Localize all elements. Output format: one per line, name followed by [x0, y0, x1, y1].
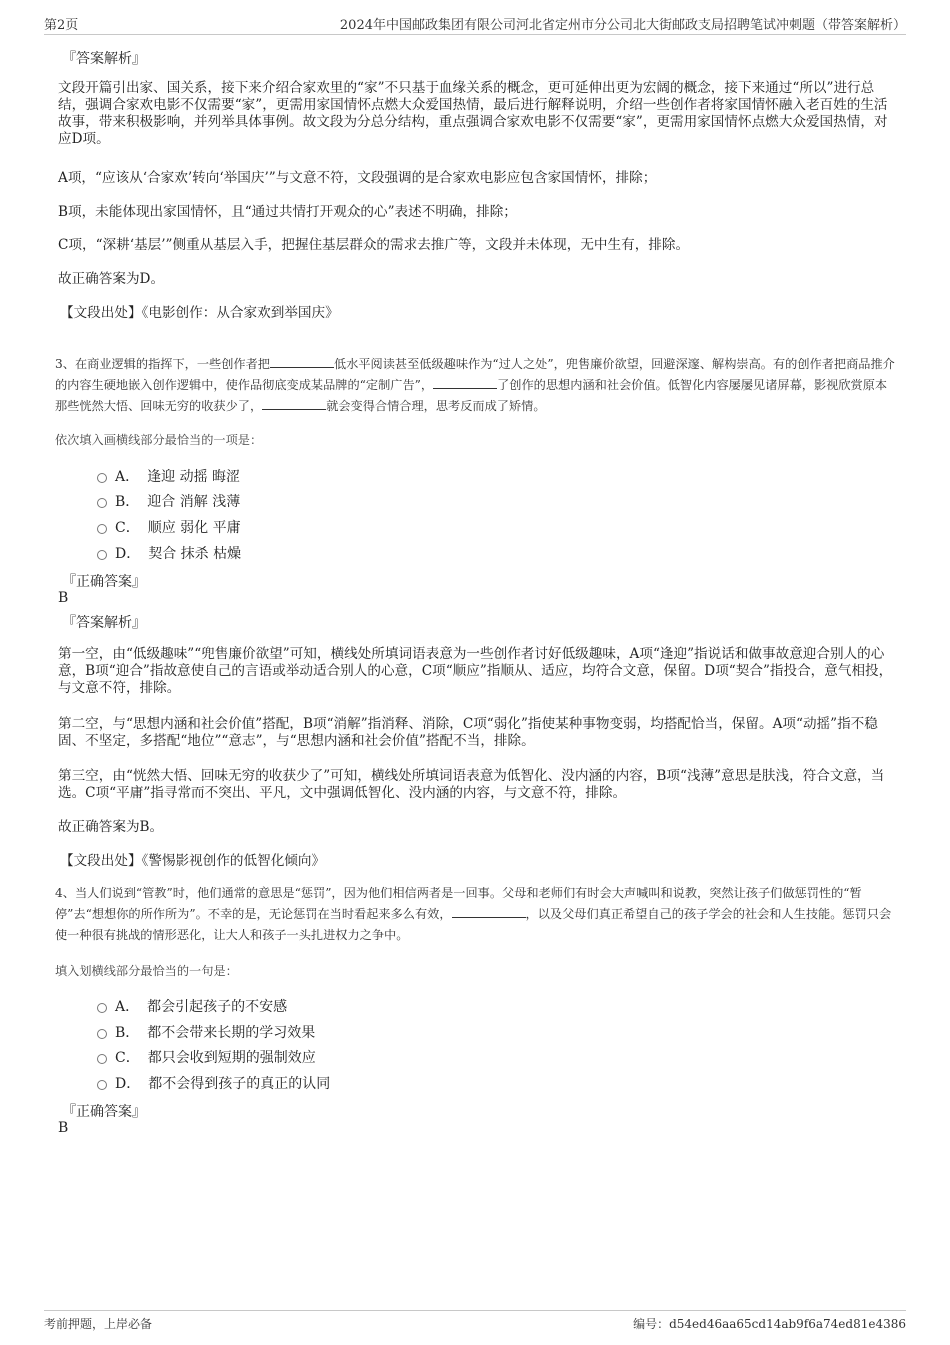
radio-icon[interactable] — [97, 1029, 107, 1039]
q2-option-a-analysis: A项，“应该从‘合家欢’转向‘举国庆’”与文意不符，文段强调的是合家欢电影应包含家国情怀，排除； — [58, 170, 657, 186]
footer-slogan: 考前押题，上岸必备 — [44, 1317, 153, 1331]
q3-analysis-p2: 第二空，与“思想内涵和社会价值”搭配，B项“消解”指消释、消除，C项“弱化”指使某种事物变弱，均搭配恰当，保留。A项“动摇”指不稳固、不坚定，多搭配“地位”“意志”，与“思想内涵和社会价值”搭配不当，排除。 — [58, 716, 878, 749]
blank-1 — [270, 355, 334, 368]
radio-icon[interactable] — [97, 473, 107, 483]
blank-1 — [452, 905, 526, 918]
q2-source: 【文段出处】《电影创作：从合家欢到举国庆》 — [60, 305, 339, 321]
q3-answer: B — [58, 590, 69, 606]
page-header — [44, 14, 906, 35]
q4-intro: 填入划横线部分最恰当的一句是： — [55, 964, 238, 978]
radio-icon[interactable] — [97, 524, 107, 534]
page-number: 第2页 — [44, 18, 79, 33]
document-title: 2024年中国邮政集团有限公司河北省定州市分公司北大街邮政支局招聘笔试冲刺题（带答案解析） — [339, 18, 906, 33]
radio-icon[interactable] — [97, 498, 107, 508]
q3-source: 【文段出处】《警惕影视创作的低智化倾向》 — [60, 853, 326, 869]
blank-3 — [262, 397, 326, 410]
q3-stem: 3、在商业逻辑的指挥下，一些创作者把 低水平阅读甚至低级趣味作为“过人之处”，兜售廉价欲望，回避深邃、解构崇高。有的创作者把商品推介的内容生硬地嵌入创作逻辑中，使作品彻底变成某品牌的“定制广告”， 了创作的思想内涵和社会价值。低智化内容屡屡见诸屏幕，影视欣赏原本那些恍然大悟、回味无穷的收获少了， 就会变得合情合理，思考反而成了矫情。 — [55, 357, 895, 413]
q3-option-d[interactable]: D． 契合 抹杀 枯燥 — [97, 543, 241, 563]
q2-analysis-label: 『答案解析』 — [62, 51, 146, 67]
footer-serial: 编号：d54ed46aa65cd14ab9f6a74ed81e4386 — [633, 1317, 906, 1331]
radio-icon[interactable] — [97, 550, 107, 560]
q4-answer: B — [58, 1120, 69, 1136]
q2-option-b-analysis: B项，未能体现出家国情怀，且“通过共情打开观众的心”表述不明确，排除； — [58, 204, 517, 220]
q3-analysis-p1: 第一空，由“低级趣味”“兜售廉价欲望”可知，横线处所填词语表意为一些创作者讨好低级趣味，A项“逢迎”指说话和做事故意迎合别人的心意，B项“迎合”指故意使自己的言语或举动适合别人的心意，C项“顺应”指顺从、适应，均符合文意，保留。D项“契合”指投合，意气相投，与文意不符，排除。 — [58, 646, 893, 696]
q4-option-a[interactable]: A． 都会引起孩子的不安感 — [97, 996, 287, 1016]
q3-intro: 依次填入画横线部分最恰当的一项是： — [55, 433, 263, 447]
page-footer — [44, 1310, 906, 1331]
q4-option-b[interactable]: B． 都不会带来长期的学习效果 — [97, 1022, 315, 1042]
q4-stem: 4、当人们说到“管教”时，他们通常的意思是“惩罚”，因为他们相信两者是一回事。父母和老师们有时会大声喊叫和说教，突然让孩子们做惩罚性的“暂停”去“想想你的所作所为”。不幸的是，无论惩罚在当时看起来多么有效， ，以及父母们真正希望自己的孩子学会的社会和人生技能。惩罚只会使一种很有挑战的情形恶化，让大人和孩子一头扎进权力之争中。 — [55, 886, 892, 942]
q3-option-c[interactable]: C． 顺应 弱化 平庸 — [97, 517, 241, 537]
q3-option-b[interactable]: B． 迎合 消解 浅薄 — [97, 491, 240, 511]
q3-option-a[interactable]: A． 逢迎 动摇 晦涩 — [97, 466, 240, 486]
radio-icon[interactable] — [97, 1054, 107, 1064]
q3-conclusion: 故正确答案为B。 — [58, 819, 164, 835]
q3-analysis-label: 『答案解析』 — [62, 615, 146, 631]
q4-option-c[interactable]: C． 都只会收到短期的强制效应 — [97, 1047, 316, 1067]
blank-2 — [433, 376, 497, 389]
radio-icon[interactable] — [97, 1080, 107, 1090]
q3-answer-label: 『正确答案』 — [62, 574, 146, 590]
q3-analysis-p3: 第三空，由“恍然大悟、回味无穷的收获少了”可知，横线处所填词语表意为低智化、没内涵的内容，B项“浅薄”意思是肤浅，符合文意，当选。C项“平庸”指寻常而不突出、平凡，文中强调低智化、没内涵的内容，与文意不符，排除。 — [58, 768, 885, 801]
q4-option-d[interactable]: D． 都不会得到孩子的真正的认同 — [97, 1073, 330, 1093]
q2-conclusion: 故正确答案为D。 — [58, 271, 165, 287]
q2-option-c-analysis: C项，“深耕‘基层’”侧重从基层入手，把握住基层群众的需求去推广等，文段并未体现，无中生有，排除。 — [58, 237, 690, 253]
q2-analysis-text: 文段开篇引出家、国关系，接下来介绍合家欢里的“家”不只基于血缘关系的概念，更可延伸出更为宏阔的概念，接下来通过“所以”进行总结，强调合家欢电影不仅需要“家”，更需用家国情怀点燃大众爱国热情，最后进行解释说明，介绍一些创作者将家国情怀融入老百姓的生活故事，带来积极影响，并列举具体事例。故文段为分总分结构，重点强调合家欢电影不仅需要“家”，更需用家国情怀点燃大众爱国热情，对应D项。 — [58, 80, 888, 147]
radio-icon[interactable] — [97, 1003, 107, 1013]
q4-answer-label: 『正确答案』 — [62, 1104, 146, 1120]
